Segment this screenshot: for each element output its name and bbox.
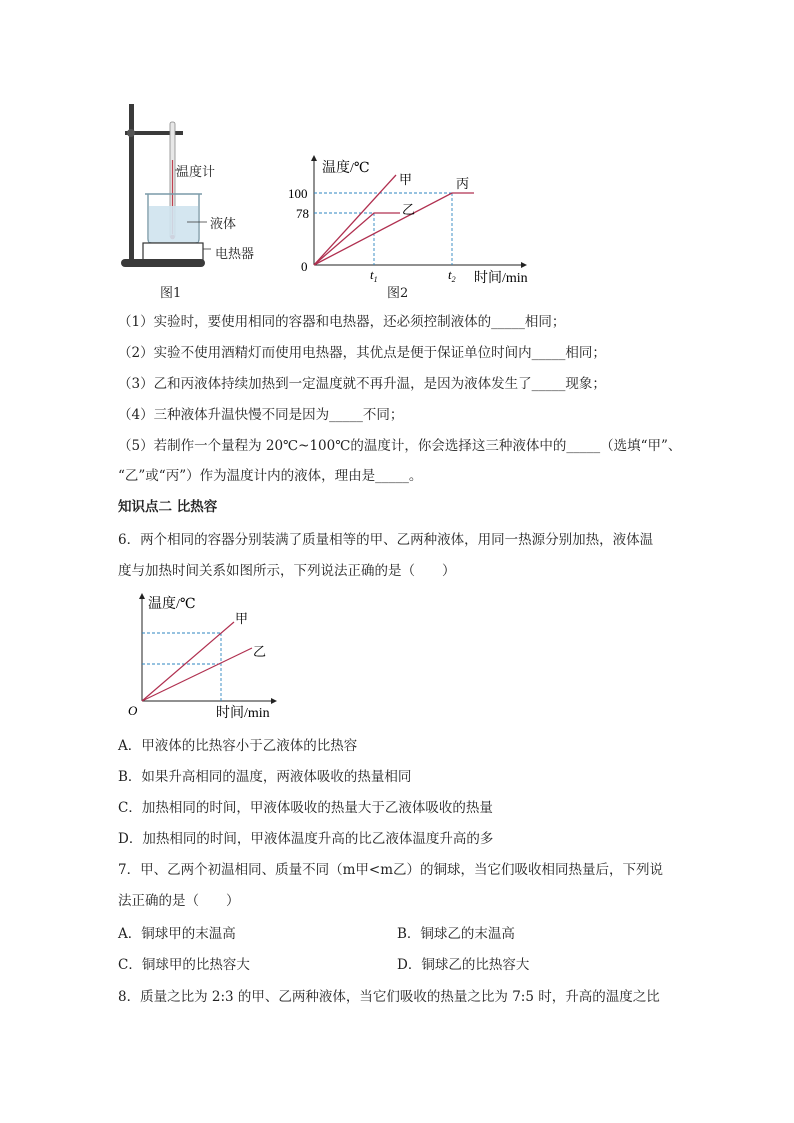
figure-1-caption: 图1	[160, 286, 182, 301]
q6-series-yi-line	[142, 648, 252, 701]
series-jia-line	[314, 175, 396, 265]
q6-series-jia-line	[142, 622, 234, 701]
q6-y-axis-label: 温度/℃	[148, 597, 196, 612]
thermometer-label: 温度计	[176, 165, 216, 180]
q8-stem-line-1: 8．质量之比为 2:3 的甲、乙两种液体，当它们吸收的热量之比为 7:5 时，升高的温度之比	[118, 989, 660, 1005]
q5-part-4: （4）三种液体升温快慢不同是因为_____不同；	[118, 407, 404, 423]
q5-part-3: （3）乙和丙液体持续加热到一定温度就不再升温，是因为液体发生了_____现象；	[118, 376, 606, 392]
q6-series-label-yi: 乙	[253, 644, 267, 659]
q7-stem-line-1: 7．甲、乙两个初温相同、质量不同（m甲<m乙）的铜球，当它们吸收相同热量后，下列说	[118, 862, 664, 878]
stand-base	[121, 259, 205, 267]
x-axis-label: 时间/min	[474, 271, 528, 286]
x-tick-t2: $t_2$	[448, 267, 456, 284]
series-yi-line	[314, 213, 400, 265]
heater-label: 电热器	[215, 247, 255, 262]
q5-part-2: （2）实验不使用酒精灯而使用电热器，其优点是便于保证单位时间内_____相同；	[118, 345, 606, 361]
y-tick-78: 78	[296, 206, 309, 221]
stand-rod	[129, 104, 134, 262]
figure-2-chart	[290, 150, 550, 285]
q7-option-b: B．铜球乙的末温高	[397, 926, 515, 942]
clamp-knob	[127, 129, 135, 137]
series-label-bing: 丙	[456, 176, 470, 191]
q7-option-a: A．铜球甲的末温高	[118, 926, 236, 942]
q5-part-5: （5）若制作一个量程为 20℃~100℃的温度计，你会选择这三种液体中的_____（选填“甲”、	[118, 438, 682, 454]
q7-stem-line-2: 法正确的是（ ）	[118, 893, 240, 909]
q7-option-c: C．铜球甲的比热容大	[118, 957, 250, 973]
y-tick-100: 100	[288, 186, 308, 201]
liquid	[149, 206, 198, 242]
q6-origin-label: O	[128, 703, 138, 718]
series-label-jia: 甲	[399, 172, 413, 187]
q6-option-b: B．如果升高相同的温度，两液体吸收的热量相同	[118, 769, 412, 785]
heater	[143, 243, 203, 260]
y-axis-label: 温度/℃	[322, 161, 370, 176]
section-title: 知识点二 比热容	[118, 499, 218, 515]
liquid-label: 液体	[210, 217, 237, 232]
q6-option-d: D．加热相同的时间，甲液体温度升高的比乙液体温度升高的多	[118, 831, 494, 847]
q6-option-c: C．加热相同的时间，甲液体吸收的热量大于乙液体吸收的热量	[118, 800, 493, 816]
series-label-yi: 乙	[402, 202, 416, 217]
q5-part-5-cont: “乙”或“丙”）作为温度计内的液体，理由是_____。	[118, 468, 423, 484]
q6-option-a: A．甲液体的比热容小于乙液体的比热容	[118, 738, 358, 754]
q6-stem-line-2: 度与加热时间关系如图所示，下列说法正确的是（ ）	[118, 563, 456, 579]
q6-stem-line-1: 6．两个相同的容器分别装满了质量相等的甲、乙两种液体，用同一热源分别加热，液体温	[118, 532, 654, 548]
figure-2-caption: 图2	[387, 286, 409, 301]
q5-part-1: （1）实验时，要使用相同的容器和电热器，还必须控制液体的_____相同；	[118, 314, 566, 330]
series-bing-line	[314, 193, 474, 265]
origin-label: 0	[301, 259, 308, 274]
x-tick-t1: $t_1$	[370, 267, 378, 284]
q6-x-axis-label: 时间/min	[216, 706, 270, 721]
q7-option-d: D．铜球乙的比热容大	[397, 957, 530, 973]
q6-series-label-jia: 甲	[235, 611, 249, 626]
q6-chart	[122, 590, 282, 722]
